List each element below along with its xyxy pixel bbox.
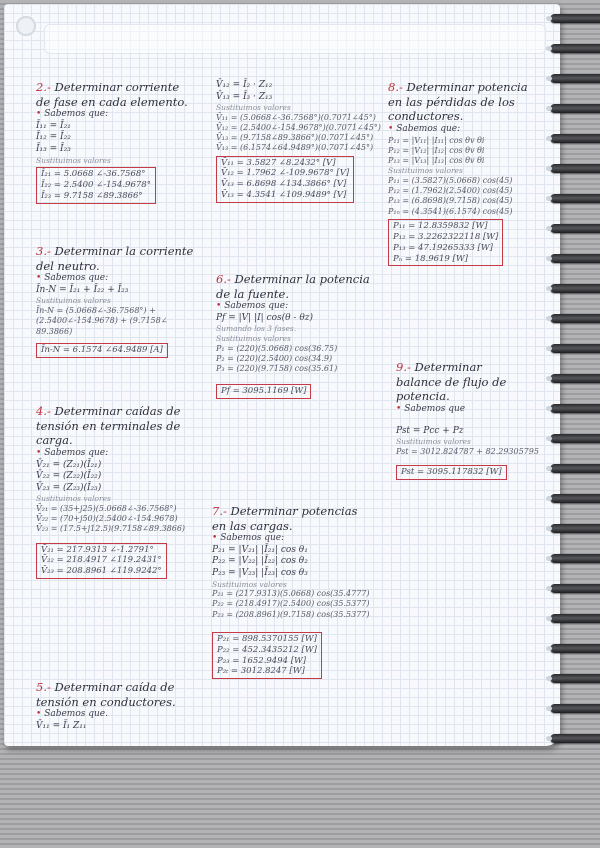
notebook-page — [4, 4, 560, 746]
s6-result: Pf = 3095.1169 [W] — [221, 386, 307, 397]
s3-formula: Īn-N = Ī₂₁ + Ī₂₂ + Ī₂₃ — [36, 284, 129, 295]
s8-result-1: P₁₁ = 12.8359832 [W] — [393, 220, 488, 231]
s3-result: Īn-N = 6.1574 ∠64.9489 [A] — [41, 344, 163, 355]
section-6-title-1: Determinar la potencia — [234, 272, 370, 286]
s9-result: Pst = 3095.117832 [W] — [401, 467, 502, 478]
s9-sub-1: Pst = 3012.824787 + 82.29305795 — [396, 446, 539, 456]
spiral-ring-icon — [550, 554, 600, 563]
spiral-ring-icon — [550, 344, 600, 353]
section-4-title-2: tensión en terminales de — [36, 418, 181, 433]
section-3-title-2: del neutro. — [36, 258, 100, 273]
s4-result-3: V̄₂₃ = 208.8961 ∠119.9242° — [41, 566, 162, 577]
section-9-title-3: potencia. — [396, 389, 450, 404]
bullet-icon: • — [36, 448, 42, 459]
s3-sub-2: (2.5400∠-154.9678) + (9.7158∠ — [36, 316, 168, 326]
s8-result-3: P₁₃ = 47.19265333 [W] — [393, 242, 493, 253]
section-7 — [212, 504, 370, 681]
s7-line-1: P₂₁ = |V₂₁| |Ī₂₁| cos θ₁ — [212, 544, 308, 555]
bullet-icon: • — [212, 533, 218, 544]
s8-result-4: Pₙ = 18.9619 [W] — [393, 253, 468, 264]
spiral-ring-icon — [550, 434, 600, 443]
section-3-title-1: Determinar la corriente — [54, 244, 194, 258]
spiral-ring-icon — [550, 194, 600, 203]
spiral-ring-icon — [550, 314, 600, 323]
s2-result-3: Ī₂₃ = 9.7158 ∠89.3866° — [41, 190, 143, 201]
s2-line-1: Ī₁₁ = Ī₂₁ — [36, 120, 71, 131]
sabemos-label: Sabemos que: — [224, 301, 289, 312]
s4-line-1: V̄₂₁ = (Z₂₁)(Ī₂₁) — [36, 459, 102, 470]
sabemos-label: Sabemos que: — [44, 109, 109, 120]
section-8-title-3: conductores. — [388, 109, 464, 124]
bullet-icon: • — [396, 404, 402, 415]
sabemos-label: Sabemos que: — [220, 533, 285, 544]
section-3-number: 3.- — [36, 244, 51, 258]
bullet-icon: • — [36, 709, 42, 720]
bullet-icon: • — [36, 109, 42, 120]
sustituimos-label: Sustituimos valores — [216, 334, 291, 344]
section-5 — [36, 680, 176, 732]
s7-line-2: P₂₂ = |V₂₂| |Ī₂₂| cos θ₂ — [212, 556, 308, 567]
spiral-ring-icon — [550, 614, 600, 623]
s7-sub-2: P₂₂ = (218.4917)(2.5400) cos(35.5377) — [212, 599, 370, 609]
spiral-ring-icon — [550, 74, 600, 83]
section-4-title-1: Determinar caídas de — [54, 404, 181, 418]
section-4-title-3: carga. — [36, 433, 73, 448]
result-box — [36, 167, 156, 204]
c2-result-3: V̄₁₃ = 6.8698 ∠134.3866° [V] — [221, 179, 347, 190]
s8-sub-1: P₁₁ = (3.5827)(5.0668) cos(45) — [388, 175, 513, 185]
s7-line-3: P₂₃ = |V₂₃| |Ī₂₃| cos θ₃ — [212, 567, 308, 578]
c2-sub-3: V̄₁₃ = (9.7158∠89.3866°)(0.7071∠45°) — [216, 133, 374, 143]
s7-result-1: P₂₁ = 898.5370155 [W] — [217, 633, 317, 644]
s4-sub-2: V̄₂₂ = (70+j50)(2.5400∠-154.9678) — [36, 514, 178, 524]
result-box — [396, 465, 507, 480]
result-box — [36, 343, 168, 358]
spiral-ring-icon — [550, 644, 600, 653]
s8-sub-3: P₁₃ = (6.8698)(9.7158) cos(45) — [388, 196, 513, 206]
result-box — [212, 632, 322, 680]
section-7-title-2: en las cargas. — [212, 518, 293, 533]
section-9-title-2: balance de flujo de — [396, 374, 507, 389]
s7-sub-1: P₂₁ = (217.9313)(5.0668) cos(35.4777) — [212, 589, 370, 599]
sustituimos-label: Sustituimos valores — [216, 103, 291, 113]
sabemos-label: Sabemos que — [404, 404, 466, 415]
section-2-title-1: Determinar corriente — [54, 80, 180, 94]
c2-sub-1: V̄₁₁ = (5.0668∠-36.7568°)(0.7071∠45°) — [216, 112, 376, 122]
s6-note: Sumando los 3 fases. — [216, 324, 297, 334]
s8-line-1: P₁₁ = |V₁₁| |I₁₁| cos θv θi — [388, 135, 485, 145]
s6-sub-2: P₂ = (220)(2.5400) cos(34.9) — [216, 353, 333, 363]
s6-sub-1: P₁ = (220)(5.0668) cos(36.75) — [216, 343, 338, 353]
section-2-number: 2.- — [36, 80, 51, 94]
c2-sub-4: V̄₁₃ = (6.1574∠64.9489°)(0.7071∠45°) — [216, 143, 374, 153]
s7-result-4: P₂ₜ = 3012.8247 [W] — [217, 666, 305, 677]
spiral-ring-icon — [550, 254, 600, 263]
s2-line-3: Ī₁₃ = Ī₂₃ — [36, 143, 71, 154]
s9-formula: Pst = Pcc + Pz — [396, 425, 464, 436]
s7-sub-3: P₂₃ = (208.8961)(9.7158) cos(35.5377) — [212, 609, 370, 619]
s4-line-3: V̄₂₃ = (Z₂₃)(Ī₂₃) — [36, 482, 102, 493]
spiral-ring-icon — [550, 44, 600, 53]
section-4 — [36, 404, 185, 581]
s8-sub-4: P₁ₙ = (4.3541)(6.1574) cos(45) — [388, 206, 513, 216]
column-2-top — [216, 80, 381, 205]
s3-sub-3: 89.3866) — [36, 326, 73, 336]
sustituimos-label: Sustituimos valores — [212, 579, 287, 589]
s4-result-2: V̄₂₂ = 218.4917 ∠119.2431° — [41, 555, 162, 566]
spiral-binding — [550, 10, 600, 750]
spiral-ring-icon — [550, 494, 600, 503]
sabemos-label: Sabemos que. — [44, 709, 108, 720]
spiral-ring-icon — [550, 734, 600, 743]
s6-sub-3: P₃ = (220)(9.7158) cos(35.61) — [216, 364, 338, 374]
spiral-ring-icon — [550, 524, 600, 533]
page-hole-icon — [16, 16, 36, 36]
section-9 — [396, 360, 539, 482]
section-7-number: 7.- — [212, 504, 227, 518]
bullet-icon: • — [388, 124, 394, 135]
sustituimos-label: Sustituimos valores — [36, 296, 111, 306]
spiral-ring-icon — [550, 404, 600, 413]
result-box — [216, 156, 354, 204]
sustituimos-label: Sustituimos valores — [36, 494, 111, 504]
spiral-ring-icon — [550, 464, 600, 473]
section-3 — [36, 244, 193, 360]
bullet-icon: • — [216, 301, 222, 312]
section-7-title-1: Determinar potencias — [230, 504, 358, 518]
s4-sub-1: V̄₂₁ = (35+j25)(5.0668∠-36.7568°) — [36, 503, 177, 513]
section-9-number: 9.- — [396, 360, 411, 374]
spiral-ring-icon — [550, 584, 600, 593]
result-box — [216, 384, 311, 399]
s7-result-2: P₂₂ = 452.3435212 [W] — [217, 644, 317, 655]
section-8 — [388, 80, 528, 268]
section-6-title-2: de la fuente. — [216, 286, 289, 301]
s8-sub-2: P₁₂ = (1.7962)(2.5400) cos(45) — [388, 186, 513, 196]
s4-line-2: V̄₂₂ = (Z₂₂)(Ī₂₂) — [36, 471, 102, 482]
c2-result-2: V̄₁₂ = 1.7962 ∠-109.9678° [V] — [221, 168, 350, 179]
spiral-ring-icon — [550, 674, 600, 683]
s8-line-3: P₁₃ = |V₁₃| |I₁₃| cos θv θi — [388, 156, 485, 166]
section-6-number: 6.- — [216, 272, 231, 286]
c2-line-2: V̄₁₃ = Ī₃ · Z₁₃ — [216, 91, 273, 102]
s7-result-3: P₂₃ = 1652.9494 [W] — [217, 655, 307, 666]
spiral-ring-icon — [550, 104, 600, 113]
result-box — [388, 219, 503, 267]
section-8-title-1: Determinar potencia — [406, 80, 528, 94]
spiral-ring-icon — [550, 374, 600, 383]
bullet-icon: • — [36, 273, 42, 284]
s6-formula: Pf = |V| |I| cos(θ - θz) — [216, 312, 313, 323]
c2-line-1: V̄₁₂ = Ī₂ · Z₁₂ — [216, 80, 273, 90]
spiral-ring-icon — [550, 134, 600, 143]
section-6 — [216, 272, 370, 401]
s2-result-1: Ī₂₁ = 5.0668 ∠-36.7568° — [41, 169, 146, 180]
section-5-number: 5.- — [36, 680, 51, 694]
c2-result-4: V̄₁₃ = 4.3541 ∠109.9489° [V] — [221, 190, 347, 201]
spiral-ring-icon — [550, 704, 600, 713]
s8-result-2: P₁₂ = 3.2262322118 [W] — [393, 231, 499, 242]
section-4-number: 4.- — [36, 404, 51, 418]
s8-line-2: P₁₂ = |V₁₂| |I₁₂| cos θv θi — [388, 145, 485, 155]
s4-sub-3: V̄₂₃ = (17.5+j12.5)(9.7158∠89.3866) — [36, 524, 186, 534]
spiral-ring-icon — [550, 14, 600, 23]
c2-sub-2: V̄₁₂ = (2.5400∠-154.9678°)(0.7071∠45°) — [216, 122, 381, 132]
section-8-number: 8.- — [388, 80, 403, 94]
spiral-ring-icon — [550, 224, 600, 233]
spiral-ring-icon — [550, 164, 600, 173]
sabemos-label: Sabemos que: — [44, 273, 109, 284]
s2-line-2: Ī₁₂ = Ī₂₂ — [36, 132, 71, 143]
page-header-strip — [44, 24, 546, 54]
section-5-title-1: Determinar caída de — [54, 680, 175, 694]
section-2 — [36, 80, 188, 206]
s2-result-2: Ī₂₂ = 2.5400 ∠-154.9678° — [41, 179, 151, 190]
sabemos-label: Sabemos que: — [44, 448, 109, 459]
spiral-ring-icon — [550, 284, 600, 293]
s5-line-1: V̄₁₁ = Ī₁ Z₁₁ — [36, 720, 87, 731]
sabemos-label: Sabemos que: — [396, 124, 461, 135]
section-9-title-1: Determinar — [414, 360, 482, 374]
section-5-title-2: tensión en conductores. — [36, 694, 176, 709]
s4-result-1: V̄₂₁ = 217.9313 ∠-1.2791° — [41, 544, 154, 555]
sustituimos-label: Sustituimos valores — [36, 155, 111, 165]
section-8-title-2: en las pérdidas de los — [388, 94, 515, 109]
result-box — [36, 543, 167, 580]
s3-sub-1: Īn-N = (5.0668∠-36.7568°) + — [36, 306, 156, 316]
section-2-title-2: de fase en cada elemento. — [36, 94, 188, 109]
sustituimos-label: Sustituimos valores — [388, 166, 463, 176]
sustituimos-label: Sustituimos valores — [396, 437, 471, 447]
c2-result-1: V̄₁₁ = 3.5827 ∠8.2432° [V] — [221, 157, 336, 168]
